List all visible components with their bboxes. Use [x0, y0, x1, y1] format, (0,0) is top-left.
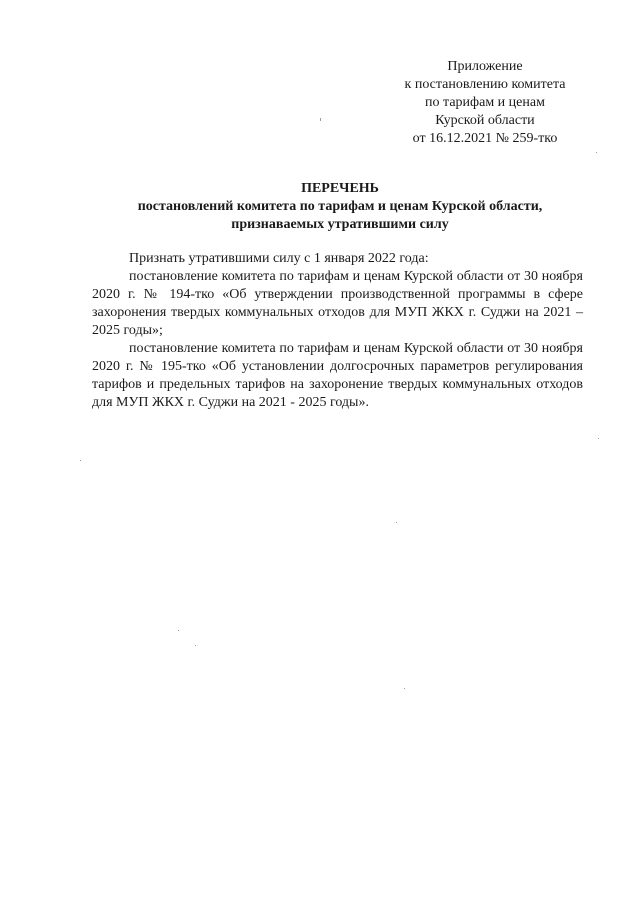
resolution-item-1: постановление комитета по тарифам и ценам Курской области от 30 ноября 2020 г. № 194-тко «Об утверждении производственной программы в сфере захоронения твердых коммунальных отходов для МУП ЖКХ г. Суджи на 2021 – 2025 годы»;: [92, 269, 583, 338]
resolution-item-2: постановление комитета по тарифам и ценам Курской области от 30 ноября 2020 г. № 195-тко «Об установлении долгосрочных параметров регулирования тарифов и предельных тарифов на захоронение твердых коммунальных отходов для МУП ЖКХ г. Суджи на 2021 - 2025 годы».: [92, 341, 583, 410]
document-subtitle-line-2: признаваемых утратившими силу: [231, 217, 449, 232]
appendix-line-1: Приложение: [447, 59, 523, 74]
scan-speck: [396, 522, 397, 523]
appendix-header: [380, 58, 590, 148]
document-subtitle-line-1: постановлений комитета по тарифам и ценам Курской области,: [137, 199, 543, 214]
scan-speck: [598, 438, 599, 439]
appendix-line-5: от 16.12.2021 № 259-тко: [412, 131, 558, 146]
scan-speck: [195, 645, 196, 646]
scan-speck: [404, 688, 405, 689]
scan-speck: [80, 460, 81, 461]
intro-paragraph: Признать утратившими силу с 1 января 2022 года:: [129, 251, 429, 266]
document-title-block: [95, 180, 585, 234]
document-heading: ПЕРЕЧЕНЬ: [301, 181, 379, 196]
scan-speck: [596, 152, 597, 153]
document-body: [92, 250, 583, 412]
appendix-line-2: к постановлению комитета: [404, 77, 566, 92]
scan-speck: [178, 630, 179, 631]
appendix-line-3: по тарифам и ценам: [425, 95, 545, 110]
scan-speck: [320, 118, 321, 121]
appendix-line-4: Курской области: [435, 113, 535, 128]
